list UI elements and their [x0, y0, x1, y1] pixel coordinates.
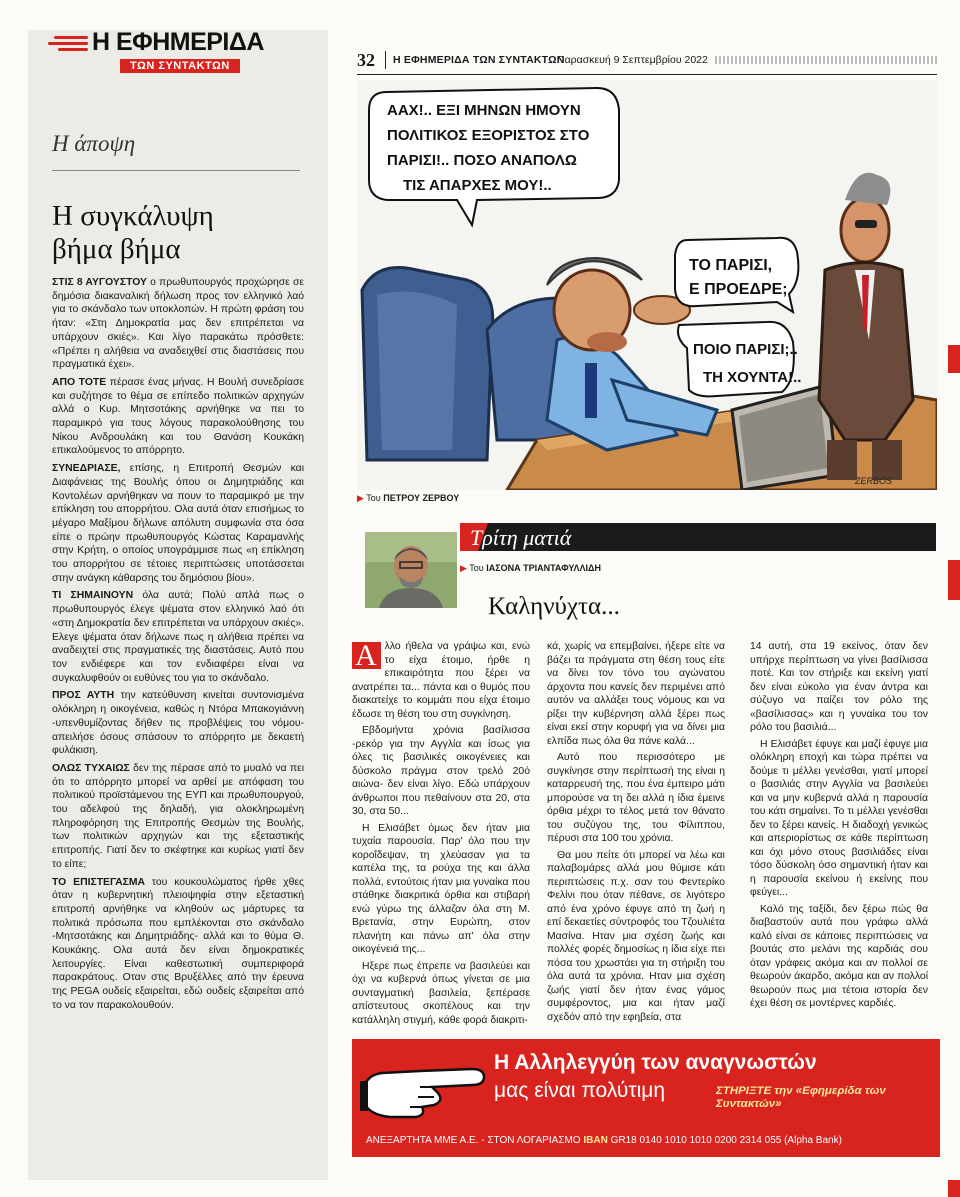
paragraph-lead: ΟΛΩΣ ΤΥΧΑΙΩΣ: [52, 762, 130, 774]
masthead-subtitle: ΤΩΝ ΣΥΝΤΑΚΤΩΝ: [120, 59, 240, 73]
ad-footer-text: ΑΝΕΞΑΡΤΗΤΑ ΜΜΕ Α.Ε. - ΣΤΟΝ ΛΟΓΑΡΙΑΣΜΟ: [366, 1135, 584, 1146]
ad-subtitle: μας είναι πολύτιμη: [494, 1079, 666, 1102]
paragraph: Η Ελισάβετ έφυγε και μαζί έφυγε μια ολόκληρη εποχή και τώρα πρέπει να δούμε τι μέλλει γενέσθαι, γιατί μπορεί ο βασιλιάς στην Αγγλία να βασιλεύει και να μην κυβερνά αλλά η παρουσία του κάτι σημαίνει. Το τι μέλλει γενέσθαι δεν το ξέρει κανείς. Η διαδοχή γενικώς και απεριορίστως σε κάθε περίπτωση και όχι μόνο στους βασιλιάδες είναι τόσο δύσκολη όσο σημαντική ήταν και η παρουσία εκείνου ή εκείνης που φεύγει...: [750, 738, 928, 898]
bubble1-line: ΑΑΧ!.. ΕΞΙ ΜΗΝΩΝ ΗΜΟΥΝ: [387, 102, 581, 119]
paragraph: [52, 589, 304, 685]
page-header-date: Παρασκευή 9 Σεπτεμβρίου 2022: [557, 54, 708, 66]
paragraph: Ηξερε πως έπρεπε να βασιλεύει και όχι να κυβερνά όπως γίνεται σε μια συνταγματική βασιλεία, ξεπέρασε απίστευτους σκοπέλους και την κατάλληλη στιγμή, κάθε φορά διακριτι-: [352, 960, 530, 1026]
iban-number: GR18 0140 1010 1010 0200 2314 055: [607, 1135, 785, 1146]
ad-footer: [366, 1135, 940, 1146]
paragraph: [352, 640, 530, 721]
cartoon-credit: [357, 493, 459, 504]
section-title: [470, 525, 571, 551]
cartoon: [357, 80, 937, 490]
ad-title: Η Αλληλεγγύη των αναγνωστών: [494, 1051, 817, 1074]
iban-label: IBAN: [583, 1135, 608, 1146]
paragraph-lead: ΑΠΟ ΤΟΤΕ: [52, 376, 107, 388]
divider: [385, 51, 386, 69]
headline-line: Η συγκάλυψη: [52, 200, 214, 232]
header-pattern: [715, 56, 937, 64]
masthead-speed-lines-icon: [48, 36, 88, 56]
columnist-photo: [365, 532, 457, 608]
paragraph: [52, 762, 304, 872]
bubble2-line: Ε ΠΡΟΕΔΡΕ;: [689, 281, 788, 298]
bubble1-line: ΠΑΡΙΣΙ!.. ΠΟΣΟ ΑΝΑΠΟΛΩ: [387, 152, 577, 169]
column-text-1: [352, 640, 530, 1030]
paragraph: [52, 689, 304, 758]
ad-support-text: ΣΤΗΡΙΞΤΕ την «Εφημερίδα των Συντακτών»: [716, 1085, 886, 1110]
bank-name: (Alpha Bank): [784, 1135, 842, 1146]
paragraph-text: επίσης, η Επιτροπή Θεσμών και Διαφάνειας της Βουλής όπου οι Δημητριάδης και Κοντολέων αρνήθηκαν να πουν το παραμικρό με την επίκληση του απορρήτου. Ολα αυτά όταν επισήμως το μέγαρο Μαξίμου δήλωνε απόλυτη συμφωνία στα όσα είπε ο πρώην πρωθυπουργός Κώστας Καραμανλής στην Κρήτη, ο οποίος υπογράμμισε πως «η επίκληση του απορρήτου σε τέτοιες περιπτώσεις υποτάσσεται στην ανάγκη κάθαρσης του δημόσιου βίου».: [52, 463, 304, 584]
triangle-icon: ▶: [460, 563, 470, 573]
paragraph-text: λλο ήθελα να γράψω και, ενώ το είχα έτοιμο, ήρθε η επικαιρότητα που ξέρει να ανατρέπει τα... πάντα και ο θυμός που διακατείχε το κομμάτι που είχα έτοιμο έδωσε τη θέση του στη συγκίνηση.: [352, 641, 530, 720]
edge-mark: [948, 1180, 960, 1197]
paragraph: κά, χωρίς να επεμβαίνει, ήξερε είτε να βάζει τα πράγματα στη θέση τους είτε να δίνει τον τόνο του αγώνατου άρχοντα που κανείς δεν περιμένει από αυτόν να αλλάξει τους νόμους και να ρίξει την κυβέρνηση αλλά ξέρει πως είναι εκεί στην κορυφή για να δίνει μια ελπίδα πως όλα θα πάνε καλά...: [547, 641, 725, 747]
credit-prefix: Του: [366, 493, 384, 503]
column-title: Καληνύχτα...: [488, 593, 620, 620]
bubble3-line: ΠΟΙΟ ΠΑΡΙΣΙ;..: [693, 341, 798, 358]
column-text-3: [750, 640, 928, 1014]
page-header-paper: Η ΕΦΗΜΕΡΙΔΑ ΤΩΝ ΣΥΝΤΑΚΤΩΝ: [393, 54, 565, 66]
paragraph-text: του κουκουλώματος ήρθε χθες όταν η κυβερνητική πλειοψηφία στην εξεταστική επιτροπή αρνήθηκε να κληθούν ως μάρτυρες τα πολιτικά πρόσωπα που εμπλέκονται στο σκάνδαλο -Μητσοτάκης και Δημητριάδης- αλλά και το θύμα Θ. Κουκάκης. Ολα αυτά δεν είναι δημοκρατικές λειτουργίες. Είναι καθεστωτική συμπεριφορά παρακράτους. Οταν στις Βρυξέλλες από την έρευνα της PEGA ουδείς εξαιρείται, εδώ ουδείς εξαιρείται από το να τον παρακολουθούν.: [52, 876, 304, 1011]
paragraph: [52, 876, 304, 1013]
dropcap: Α: [352, 642, 381, 669]
column-byline: [460, 563, 601, 574]
paragraph: 14 αυτή, στα 19 εκείνος, όταν δεν υπήρχε περίπτωση να γίνει βασίλισσα ποτέ. Και τον στήριξε και εκείνη γιατί δεν είναι εύκολο για έναν άντρα και σύζυγο να παίζει τον ρόλο της «βασίλισσας» και η γυναίκα του τον ρόλο του βασιλιά...: [750, 641, 928, 733]
paragraph-lead: ΣΤΙΣ 8 ΑΥΓΟΥΣΤΟΥ: [52, 277, 147, 288]
paragraph: [52, 376, 304, 458]
masthead-title: Η ΕΦΗΜΕΡΙΔΑ: [92, 28, 264, 56]
section-title-initial: Τ: [470, 525, 483, 550]
bubble1-line: ΤΙΣ ΑΠΑΡΧΕΣ ΜΟΥ!..: [403, 177, 552, 194]
paragraph: [52, 276, 304, 372]
columnist-portrait-icon: [365, 532, 457, 608]
edge-mark: [948, 345, 960, 373]
divider: [52, 170, 300, 171]
paragraph-lead: ΤΟ ΕΠΙΣΤΕΓΑΣΜΑ: [52, 876, 145, 888]
paragraph-lead: ΣΥΝΕΔΡΙΑΣΕ,: [52, 463, 121, 475]
cartoon-illustration: [357, 80, 937, 490]
editorial-body: [52, 276, 304, 1017]
headline-line: βήμα βήμα: [52, 233, 181, 265]
paragraph-lead: ΤΙ ΣΗΜΑΙΝΟΥΝ: [52, 590, 134, 602]
opinion-label: Η άποψη: [52, 131, 136, 156]
edge-mark: [948, 560, 960, 600]
cartoon-signature: ZERBOS: [855, 476, 893, 486]
bubble3-line: ΤΗ ΧΟΥΝΤΑ!..: [703, 369, 802, 386]
column-text-2: [547, 640, 725, 1027]
pointing-hand-icon: [360, 1045, 490, 1127]
editorial-headline: [52, 200, 312, 266]
paragraph: [52, 462, 304, 585]
paragraph-text: την κατεύθυνση κινείται συντονισμένα ολόκληρη η οικογένεια, καθώς η Ντόρα Μπακογιάννη -υπενθυμίζοντας δήθεν τις προβλέψεις του νόμου- απειλήσε όσους σπάσουν το απόρρητο με δεκαετή φυλάκιση.: [52, 690, 305, 757]
section-title-rest: ρίτη ματιά: [482, 525, 572, 550]
page-number: 32: [357, 50, 375, 70]
paragraph: Η Ελισάβετ όμως δεν ήταν μια τυχαία παρουσία. Παρ' όλο που την κοροΐδεψαν, τη χλεύασαν για τα καπέλα της, τα ρούχα της και άλλα πολλά, εντούτοις ήταν μια γυναίκα που στάθηκε διακριτικά όρθια και στιβαρή ενώ γύρω της άλλαζαν όλα στη Μ. Βρετανία, στην Ευρώπη, στον πλανήτη και πάνω απ' όλα στην οικογένειά της...: [352, 822, 530, 955]
paragraph-text: όλα αυτά; Πολύ απλά πως ο πρωθυπουργός έλεγε ψέματα στον ελληνικό λαό ότι «στη Δημοκρατία δεν επιτρέπεται να υπάρχουν σκιές». Ελεγε ψέματα όταν δήλωνε πως η αλήθεια πρέπει να αναδειχτεί στις πραγματικές της διαστάσεις. Αυτό που τον ενδιέφερε και τον ενδιαφέρει είναι να συγκαλυφθούν οι ευθύνες του για το σκάνδαλο.: [52, 590, 305, 684]
solidarity-ad[interactable]: [352, 1039, 940, 1157]
paragraph: Εβδομήντα χρόνια βασίλισσα -ρεκόρ για την Αγγλία και ίσως για όλες τις βασιλικές οικογένειες και δύσκολο πράγμα στον τρελό 20ό αιώνα- δεν είναι λίγο. Εδώ υπάρχουν άνθρωποι που πεθαίνουν στα 20, στα 30, στα 50...: [352, 725, 530, 817]
page-header: [357, 48, 937, 75]
paragraph: Καλό της ταξίδι, δεν ξέρω πώς θα διαβαστούν αυτά που γράφω αλλά καλό είναι σε κάποιες περιπτώσεις να βουτάς στο μελάνι της καρδιάς σου όταν γράφεις ακόμα και αν πολλοί σε θεωρούν άκαρδο, ακόμα και αν πολλοί θεωρούν πως μια τέτοια ιστορία δεν έχει θέση σε μοντέρνες καρδιές.: [750, 903, 928, 1009]
paragraph-text: ο πρωθυπουργός προχώρησε σε δημόσια διακαναλική δήλωση προς τον ελληνικό λαό για το σκάνδαλο των υποκλοπών. Η πρώτη φράση του ήταν: «Στη Δημοκρατία μας δεν επιτρέπεται να υπάρχουν σκιές». Και λίγο παρακάτω πρόσθετε: «Πρέπει η αλήθεια να αναδειχθεί στις διαστάσεις που πραγματικά έχει».: [52, 277, 304, 371]
paragraph-lead: ΠΡΟΣ ΑΥΤΗ: [52, 690, 115, 702]
paragraph-text: δεν της πέρασε από το μυαλό να πει ότι το απόρρητο μπορεί να αρθεί με απόφαση του πολιτικού προϊστάμενου της ΕΥΠ και πρωθυπουργού, του αδελφού της δηλαδή, για ολοκληρωμένη πληροφόρηση της Επιτροπής Θεσμών της Βουλής, των πολιτικών αρχηγών και της εξεταστικής επιτροπής. Γιατί δεν το σκέφτηκε και κυρίως γιατί δεν το είπε;: [52, 762, 304, 870]
paragraph: Θα μου πείτε ότι μπορεί να λέω και παλαβομάρες αλλά μου θύμισε κάτι περιπτώσεις π.χ. σαν του Φεντερίκο Φελίνι που όταν πέθανε, σε λιγότερο από ένα χρόνο έφυγε από τη ζωή η επί δεκαετίες σύντροφός του Τζουλιέτα Μασίνα. Ηταν μια σχέση ζωής και πολλές φορές δημοσίως η ίδια είχε πει πόσα του χρωστάει για τη στήριξη του όλα αυτά τα χρόνια. Ηταν μια σχέση ζωής γιατί δεν ήταν ένας γάμος συμφέροντος, μια και ήταν μαζί σχεδόν από την εφηβεία, στα: [547, 849, 725, 1023]
paragraph: Αυτό που περισσότερο με συγκίνησε στην περίπτωσή της είναι η καταρρευσή της, που ένα έμπειρο μάτι μπορούσε να τη δει αλλά η ίδια έμεινε όρθια μέχρι το τέλος μετά τον θάνατο του συζύγου της, του Φίλιππου, πέρυσι στα 100 του χρόνια.: [547, 752, 725, 844]
triangle-icon: ▶: [357, 493, 367, 503]
byline-prefix: Του: [469, 563, 487, 573]
bubble1-line: ΠΟΛΙΤΙΚΟΣ ΕΞΟΡΙΣΤΟΣ ΣΤΟ: [387, 127, 590, 144]
bubble2-line: ΤΟ ΠΑΡΙΣΙ,: [689, 257, 773, 274]
columnist-name: ΙΑΣΟΝΑ ΤΡΙΑΝΤΑΦΥΛΛΙΔΗ: [486, 563, 601, 573]
cartoon-artist: ΠΕΤΡΟΥ ΖΕΡΒΟΥ: [383, 493, 460, 503]
paragraph-text: πέρασε ένας μήνας. Η Βουλή συνεδρίασε και συζήτησε το θέμα σε επίπεδο πολιτικών αρχηγών αλλά ο Κυρ. Μητσοτάκης αρνήθηκε να πει το παραμικρό για τους λόγους παρακολούθησης του Νίκου Ανδρουλάκη και του Θανάση Κουκάκη επικαλούμενος το απόρρητο.: [52, 376, 305, 457]
